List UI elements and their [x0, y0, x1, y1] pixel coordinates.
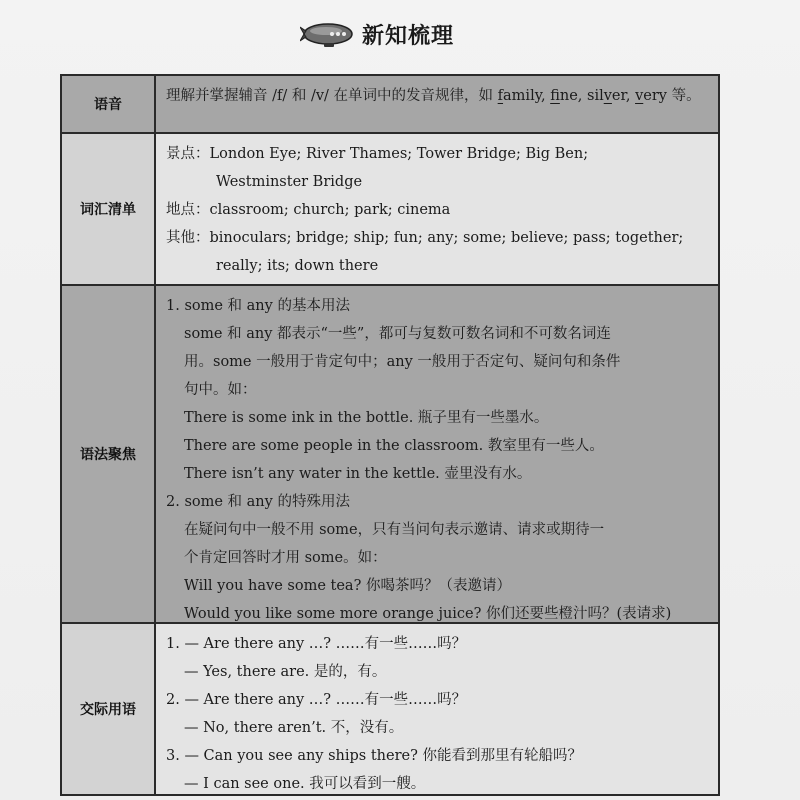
grammar-row [62, 286, 718, 624]
scenic-line: 景点：London Eye; River Thames; Tower Bridge; Big Ben; [166, 146, 589, 162]
dialogue-q1: 1. — Are there any …? ……有一些……吗？ [166, 636, 467, 652]
grammar-heading-1: 1. some 和 any 的基本用法 [166, 298, 350, 314]
other-line: 其他：binoculars; bridge; ship; fun; any; some; believe; pass; together; [166, 230, 684, 246]
grammar-example-1: There is some ink in the bottle. 瓶子里有一些墨水。 [184, 410, 549, 426]
grammar-example-2: There are some people in the classroom. 教室里有一些人。 [184, 438, 604, 454]
communication-row [62, 624, 718, 794]
vocabulary-label: 词汇清单 [62, 134, 156, 284]
grammar-para2-line2: 个肯定回答时才用 some。如： [184, 550, 387, 566]
dialogue-a3: — I can see one. 我可以看到一艘。 [184, 776, 426, 792]
grammar-example-5: Would you like some more orange juice? 你们还要些橙汁吗？(表请求) [184, 606, 672, 622]
grammar-para1-line1: some 和 any 都表示“一些”，都可与复数可数名词和不可数名词连 [184, 326, 611, 342]
places-line: 地点：classroom; church; park; cinema [166, 202, 451, 218]
blimp-icon [300, 19, 356, 49]
dialogue-a2: — No, there aren’t. 不，没有。 [184, 720, 404, 736]
vocabulary-content [156, 134, 718, 284]
word-silver: silver [587, 88, 626, 104]
title-text: 新知梳理 [362, 23, 455, 49]
grammar-content [156, 286, 718, 622]
pronunciation-content: 理解并掌握辅音 /f/ 和 /v/ 在单词中的发音规律，如 family, fine, silver, very 等。 [156, 76, 718, 132]
word-fine: fine [550, 88, 578, 104]
section-title [300, 14, 454, 54]
grammar-para1-line2: 用。some 一般用于肯定句中；any 一般用于否定句、疑问句和条件 [184, 354, 621, 370]
communication-content [156, 624, 718, 794]
communication-label: 交际用语 [62, 624, 156, 794]
grammar-heading-2: 2. some 和 any 的特殊用法 [166, 494, 350, 510]
grammar-example-4: Will you have some tea? 你喝茶吗？（表邀请） [184, 578, 511, 594]
dialogue-q2: 2. — Are there any …? ……有一些……吗？ [166, 692, 467, 708]
grammar-para2-line1: 在疑问句中一般不用 some，只有当问句表示邀请、请求或期待一 [184, 522, 605, 538]
dialogue-a1: — Yes, there are. 是的，有。 [184, 664, 387, 680]
word-family: family [497, 88, 541, 104]
grammar-label: 语法聚焦 [62, 286, 156, 622]
grammar-para1-line3: 句中。如： [184, 382, 257, 398]
summary-table [60, 74, 720, 796]
grammar-example-3: There isn’t any water in the kettle. 壶里没有水。 [184, 466, 532, 482]
vocabulary-row [62, 134, 718, 286]
scenic-line-2: Westminster Bridge [216, 174, 363, 190]
dialogue-q3: 3. — Can you see any ships there? 你能看到那里有轮船吗？ [166, 748, 582, 764]
word-very: very [635, 88, 667, 104]
pronunciation-row [62, 76, 718, 134]
pronunciation-label: 语音 [62, 76, 156, 132]
other-line-2: really; its; down there [216, 258, 379, 274]
